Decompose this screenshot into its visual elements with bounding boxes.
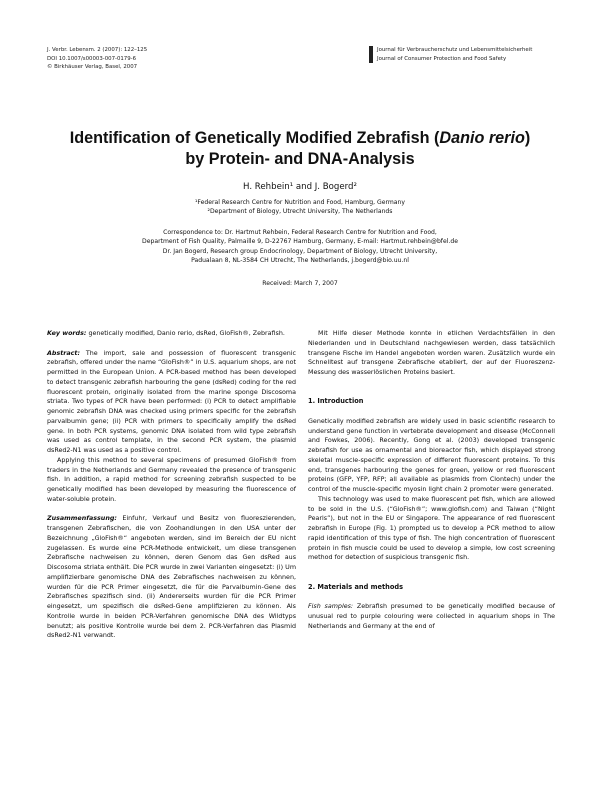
left-column bbox=[47, 329, 296, 641]
journal-name-block bbox=[369, 46, 562, 63]
affiliation-2: ²Department of Biology, Utrecht University, The Netherlands bbox=[207, 208, 393, 216]
section-heading-introduction: 1. Introduction bbox=[308, 397, 364, 406]
affiliations bbox=[0, 198, 600, 217]
introduction-paragraph-1: Genetically modified zebrafish are widely used in basic scientific research to understand gene function in vertebrate development and disease (McConnell and Fowkes, 2006). Recently, Gong et al. (2003) developed transgenic zebrafish for use as ornamental and bioreactor fish, which displayed strong skeletal muscle-specific expression of different fluorescent proteins. To this end, transgenes harbouring the genes for green, yellow or red fluorescent proteins (GFP, YFP, RFP; all available as plasmids from Clontech) under the control of the muscle-specific myosin light chain 2 promoter were generated. bbox=[308, 417, 555, 493]
correspondence-line: Department of Fish Quality, Palmaille 9, D-22767 Hamburg, Germany, E-mail: Hartmut.rehbein@bfel.de bbox=[142, 238, 458, 246]
title-line-2: by Protein- and DNA-Analysis bbox=[185, 150, 415, 168]
abstract: Abstract: The import, sale and possession of fluorescent transgenic zebrafish, offered under the name “GloFish®” in U.S. aquarium shops, are not permitted in the European Union. A PCR-based method has been developed to detect transgenic zebrafish harbouring the gene (dsRed) coding for the red fluorescent protein, originally isolated from the marine sponge Discosoma striata. Two types of PCR have been performed: (i) PCR to detect amplifiable genomic zebrafish DNA was checked using primers specific for the zebrafish parvalbumin gene; (ii) PCR with primers to specifically amplify the dsRed gene. In both PCR systems, genomic DNA isolated from wild type zebrafish was used as control template, in the second PCR system, the plasmid dsRed2-N1 was used as a positive control. bbox=[47, 349, 296, 454]
journal-name-german: Journal für Verbraucherschutz und Lebensmittelsicherheit bbox=[377, 47, 533, 53]
correspondence-line: Padualaan 8, NL-3584 CH Utrecht, The Netherlands, j.bogerd@bio.uu.nl bbox=[191, 257, 409, 265]
keywords: Key words: genetically modified, Danio rerio, dsRed, GloFish®, Zebrafish. bbox=[47, 330, 285, 337]
title-line-1: Identification of Genetically Modified Zebrafish (Danio rerio) bbox=[69, 129, 531, 147]
journal-citation bbox=[47, 46, 147, 72]
paper-title bbox=[40, 128, 560, 170]
affiliation-1: ¹Federal Research Centre for Nutrition and Food, Hamburg, Germany bbox=[194, 199, 405, 206]
introduction-paragraph-2: This technology was used to make fluorescent pet fish, which are allowed to be sold in the U.S. (“GloFish®”; www.glofish.com) and Taiwan (“Night Pearls”), but not in the EU or Singapore. The appearance of red fluorescent zebrafish in Europe (Fig. 1) prompted us to develop a PCR method to allow rapid identification of this type of fish. The high concentration of fluorescent protein in fish muscle could be used to develop a simple, low cost screening method for detection of suspicious transgenic fish. bbox=[308, 495, 555, 562]
correspondence bbox=[0, 228, 600, 266]
copyright-line: © Birkhäuser Verlag, Basel, 2007 bbox=[47, 64, 138, 71]
methods-paragraph: Fish samples: Zebrafish presumed to be genetically modified because of unusual red to purple colouring were collected in aquarium shops in The Netherlands and Germany at the end of bbox=[308, 603, 555, 630]
correspondence-line: Correspondence to: Dr. Hartmut Rehbein, Federal Research Centre for Nutrition and Food, bbox=[163, 229, 437, 236]
abstract-paragraph-2: Applying this method to several specimens of presumed GloFish® from traders in the Netherlands and Germany revealed the presence of transgenic fish. In addition, a rapid method for screening zebrafish suspected to be genetically modified has been developed by measuring the fluorescence of water-soluble protein. bbox=[47, 456, 296, 503]
zusammenfassung: Zusammenfassung: Einfuhr, Verkauf und Besitz von fluoreszierenden, transgenen Zebrafischen, die von Zoohandlungen in den USA unter der Bezeichnung „GloFish®“ angeboten werden, sind im Bereich der EU nicht zugelassen. Es wurde eine PCR-Methode entwickelt, um diese transgenen Zebrafische nachweisen zu können, deren Genom das Gen dsRed aus Discosoma striata enthält. Die PCR wurde in zwei Varianten eingesetzt: (i) Um amplifizierbare genomische DNA des Zebrafisches nachweisen zu können, wurden für die PCR Primer eingesetzt, die für die Parvalbumin-Gene des Zebrafisches spezifisch sind. (ii) Andererseits wurden für die PCR Primer eingesetzt, um spezifisch die dsRed-Gene amplifizieren zu können. Als Kontrolle wurde in beiden PCR-Verfahren genomische DNA des Wildtyps benutzt; als positive Kontrolle wurde bei dem 2. PCR-Verfahren das Plasmid dsRed2-N1 verwandt. bbox=[47, 515, 296, 640]
doi-line: DOI 10.1007/s00003-007-0179-6 bbox=[47, 55, 137, 62]
authors: H. Rehbein¹ and J. Bogerd² bbox=[243, 182, 357, 192]
right-column bbox=[308, 329, 555, 631]
journal-name-english: Journal of Consumer Protection and Food Safety bbox=[377, 55, 507, 62]
section-heading-methods: 2. Materials and methods bbox=[308, 582, 403, 591]
received-date: Received: March 7, 2007 bbox=[262, 280, 338, 287]
citation-line: J. Verbr. Lebensm. 2 (2007): 122–125 bbox=[47, 47, 148, 53]
zusammenfassung-continued: Mit Hilfe dieser Methode konnte in etlichen Verdachtsfällen in den Niederlanden und in Deutschland nachgewiesen werden, dass tatsächlich transgene Fische im Handel angeboten worden waren. Zusätzlich wurde ein Schnelltest auf transgene Zebrafische etabliert, der auf der Fluoreszenz-Messung des wasserlöslichen Proteins basiert. bbox=[308, 330, 555, 376]
correspondence-line: Dr. Jan Bogerd, Research group Endocrinology, Department of Biology, Utrecht University, bbox=[162, 247, 438, 255]
